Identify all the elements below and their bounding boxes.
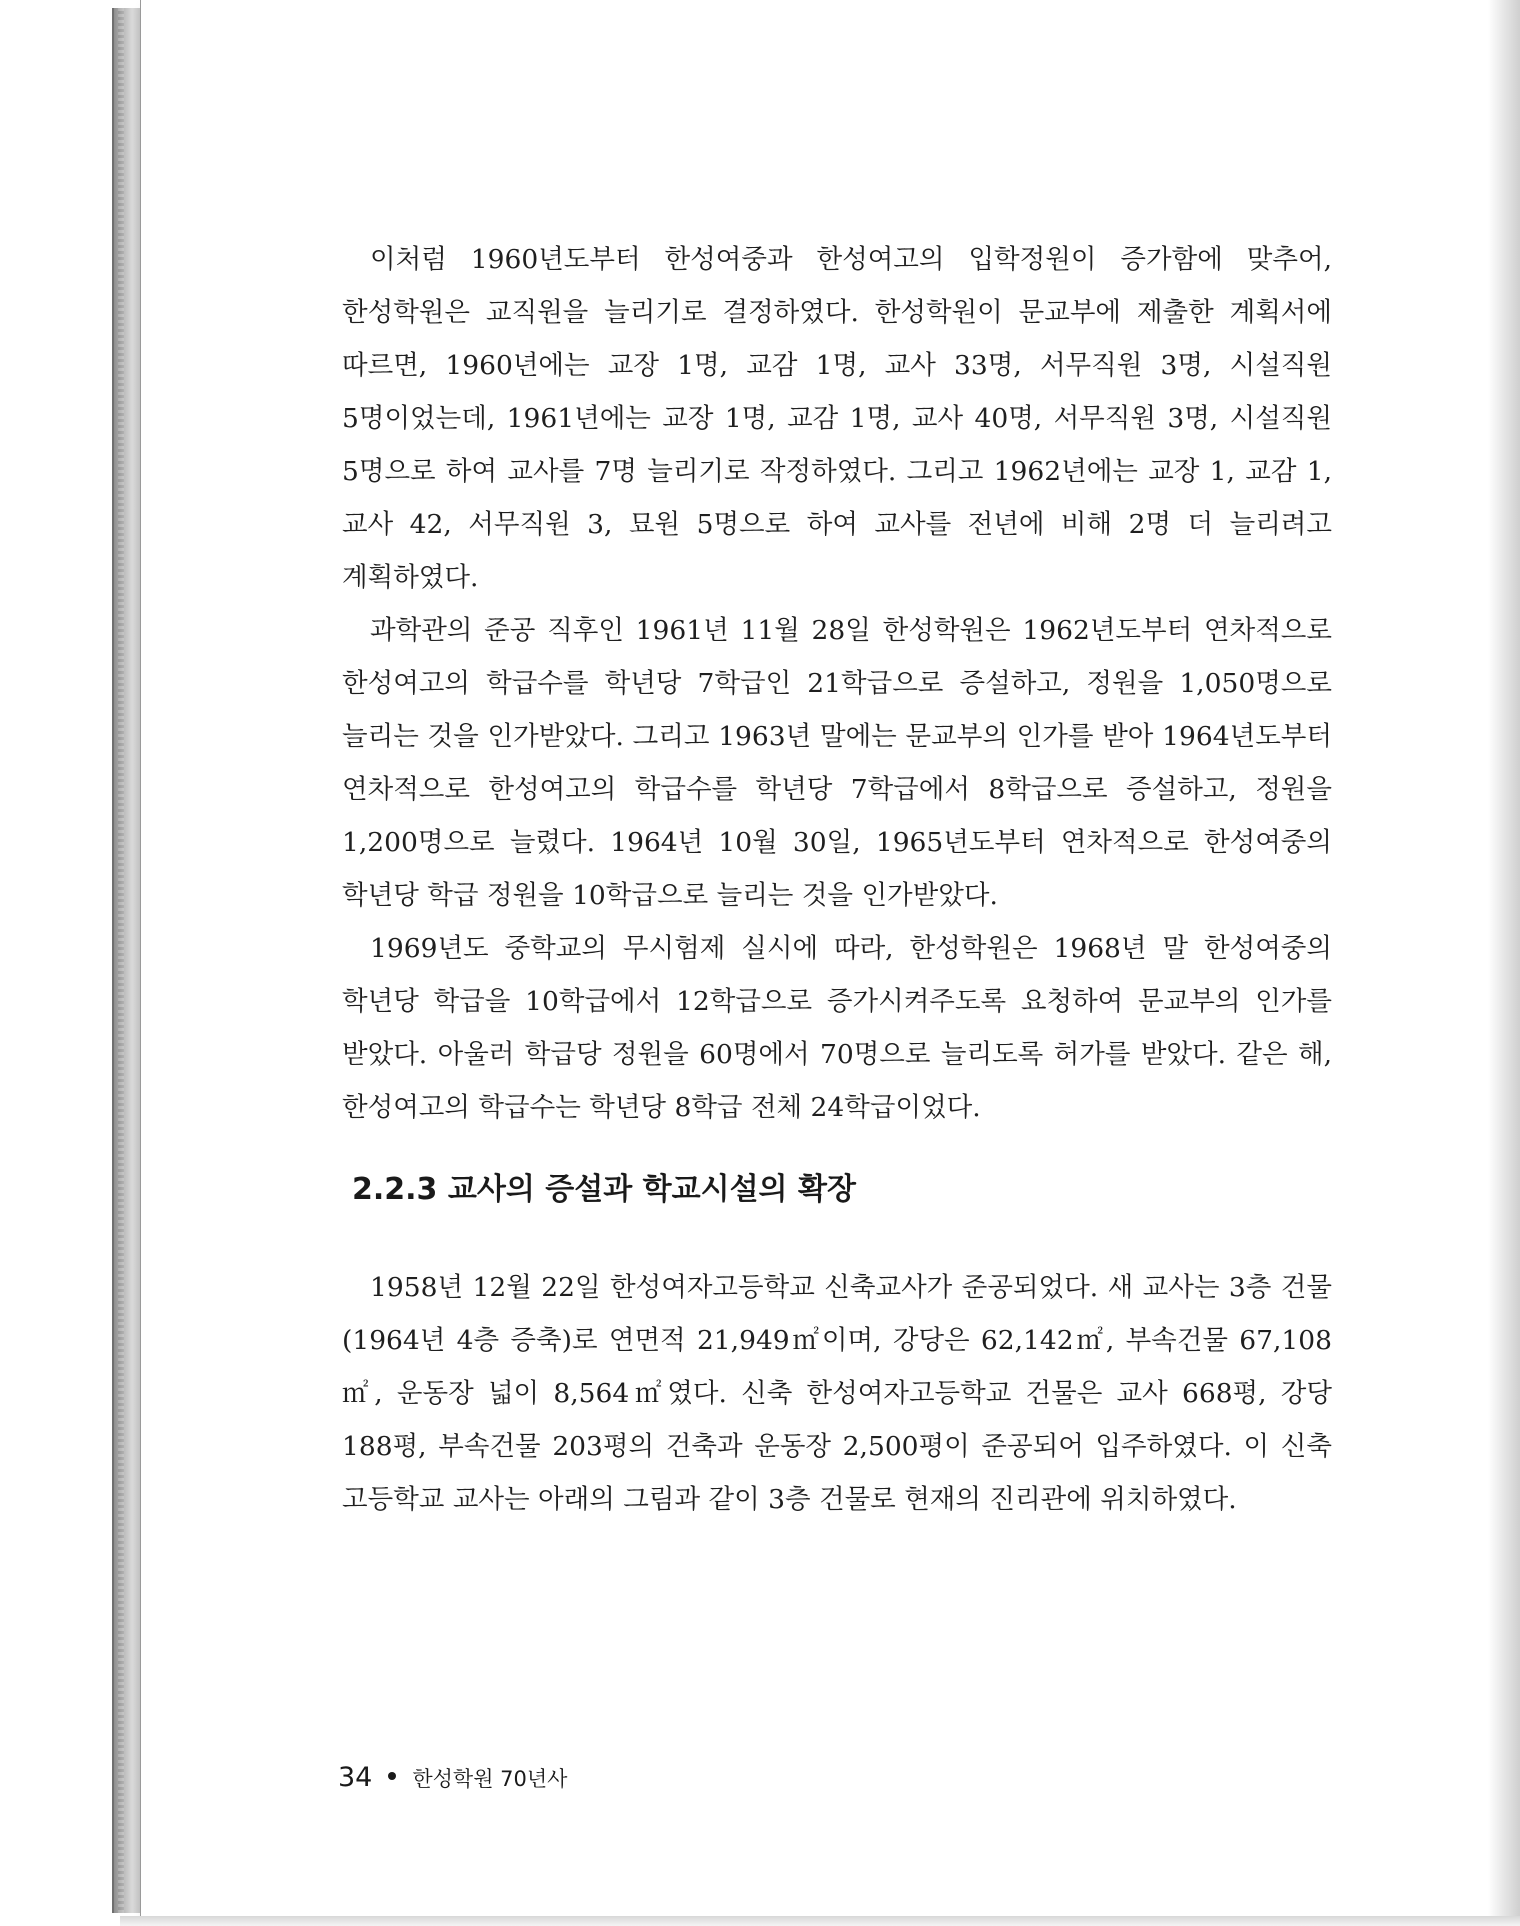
bullet-separator-icon [388, 1772, 396, 1780]
paragraph-exam-free-system: 1969년도 중학교의 무시험제 실시에 따라, 한성학원은 1968년 말 한성여중의 학년당 학급을 10학급에서 12학급으로 증가시켜주도록 요청하여 문교부의 인가를 받았다. 아울러 학급당 정원을 60명에서 70명으로 늘리도록 허가를 받았다. 같은 해, 한성여고의 학급수는 학년당 8학급 전체 24학급이었다. [342, 933, 1332, 1123]
body-text-upper [342, 233, 1332, 1134]
body-text-lower [342, 1261, 1332, 1526]
page-footer [338, 1762, 567, 1793]
paragraph-staff-increase: 이처럼 1960년도부터 한성여중과 한성여고의 입학정원이 증가함에 맞추어, 한성학원은 교직원을 늘리기로 결정하였다. 한성학원이 문교부에 제출한 계획서에 따르면, 1960년에는 교장 1명, 교감 1명, 교사 33명, 서무직원 3명, 시설직원 5명이었는데, 1961년에는 교장 1명, 교감 1명, 교사 40명, 서무직원 3명, 시설직원 5명으로 하여 교사를 7명 늘리기로 작정하였다. 그리고 1962년에는 교장 1, 교감 1, 교사 42, 서무직원 3, 묘원 5명으로 하여 교사를 전년에 비해 2명 더 늘리려고 계획하였다. [342, 244, 1332, 593]
paragraph-class-expansion: 과학관의 준공 직후인 1961년 11월 28일 한성학원은 1962년도부터 연차적으로 한성여고의 학급수를 학년당 7학급인 21학급으로 증설하고, 정원을 1,050명으로 늘리는 것을 인가받았다. 그리고 1963년 말에는 문교부의 인가를 받아 1964년도부터 연차적으로 한성여고의 학급수를 학년당 7학급에서 8학급으로 증설하고, 정원을 1,200명으로 늘렸다. 1964년 10월 30일, 1965년도부터 연차적으로 한성여중의 학년당 학급 정원을 10학급으로 늘리는 것을 인가받았다. [342, 615, 1332, 911]
paragraph-new-building: 1958년 12월 22일 한성여자고등학교 신축교사가 준공되었다. 새 교사는 3층 건물(1964년 4층 증축)로 연면적 21,949㎡이며, 강당은 62,142㎡, 부속건물 67,108㎡, 운동장 넓이 8,564㎡였다. 신축 한성여자고등학교 건물은 교사 668평, 강당 188평, 부속건물 203평의 건축과 운동장 2,500평이 준공되어 입주하였다. 이 신축 고등학교 교사는 아래의 그림과 같이 3층 건물로 현재의 진리관에 위치하였다. [342, 1272, 1332, 1515]
right-page-shadow [1488, 0, 1520, 1926]
bottom-page-shadow [120, 1916, 1520, 1926]
page-number: 34 [338, 1762, 373, 1793]
running-book-title: 한성학원 70년사 [412, 1767, 568, 1791]
section-heading: 2.2.3 교사의 증설과 학교시설의 확장 [352, 1172, 856, 1207]
